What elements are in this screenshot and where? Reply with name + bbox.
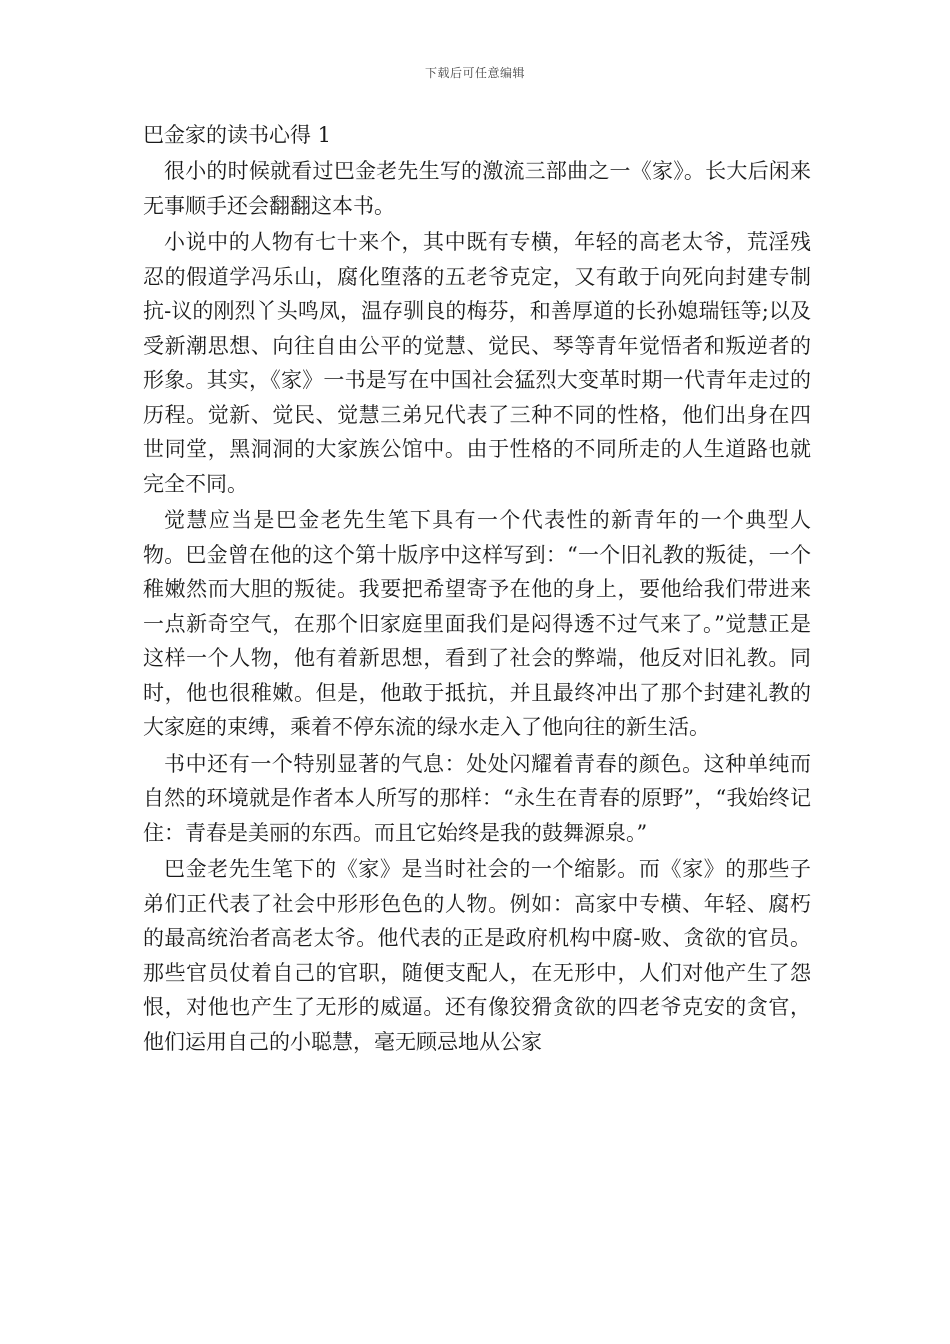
document-title: 巴金家的读书心得 1: [143, 123, 332, 147]
header-note: 下载后可任意编辑: [424, 66, 525, 80]
document-body: [143, 118, 811, 1061]
paragraph: 书中还有一个特别显著的气息：处处闪耀着青春的颜色。这种单纯而自然的环境就是作者本人所写的那样：“永生在青春的原野”，“我始终记住：青春是美丽的东西。而且它始终是我的鼓舞源泉。”: [143, 751, 811, 845]
paragraph: 巴金老先生笔下的《家》是当时社会的一个缩影。而《家》的那些子弟们正代表了社会中形形色色的人物。例如：高家中专横、年轻、腐朽的最高统治者高老太爷。他代表的正是政府机构中腐-败、贪欲的官员。那些官员仗着自己的官职，随便支配人，在无形中，人们对他产生了怨恨，对他也产生了无形的威逼。还有像狡猾贪欲的四老爷克安的贪官，他们运用自己的小聪慧，毫无顾忌地从公家: [143, 857, 811, 1054]
paragraph: 觉慧应当是巴金老先生笔下具有一个代表性的新青年的一个典型人物。巴金曾在他的这个第十版序中这样写到：“一个旧礼教的叛徒，一个稚嫩然而大胆的叛徒。我要把希望寄予在他的身上，要他给我们带进来一点新奇空气，在那个旧家庭里面我们是闷得透不过气来了。”觉慧正是这样一个人物，他有着新思想，看到了社会的弊端，他反对旧礼教。同时，他也很稚嫩。但是，他敢于抵抗，并且最终冲出了那个封建礼教的大家庭的束缚，乘着不停东流的绿水走入了他向往的新生活。: [143, 508, 811, 739]
paragraph: 很小的时候就看过巴金老先生写的激流三部曲之一《家》。长大后闲来无事顺手还会翻翻这本书。: [143, 159, 811, 218]
paragraph: 小说中的人物有七十来个，其中既有专横，年轻的高老太爷，荒淫残忍的假道学冯乐山，腐化堕落的五老爷克定，又有敢于向死向封建专制抗-议的刚烈丫头鸣凤，温存驯良的梅芬，和善厚道的长孙媳瑞钰等;以及受新潮思想、向往自由公平的觉慧、觉民、琴等青年觉悟者和叛逆者的形象。其实，《家》一书是写在中国社会猛烈大变革时期一代青年走过的历程。觉新、觉民、觉慧三弟兄代表了三种不同的性格，他们出身在四世同堂，黑洞洞的大家族公馆中。由于性格的不同所走的人生道路也就完全不同。: [143, 230, 811, 496]
